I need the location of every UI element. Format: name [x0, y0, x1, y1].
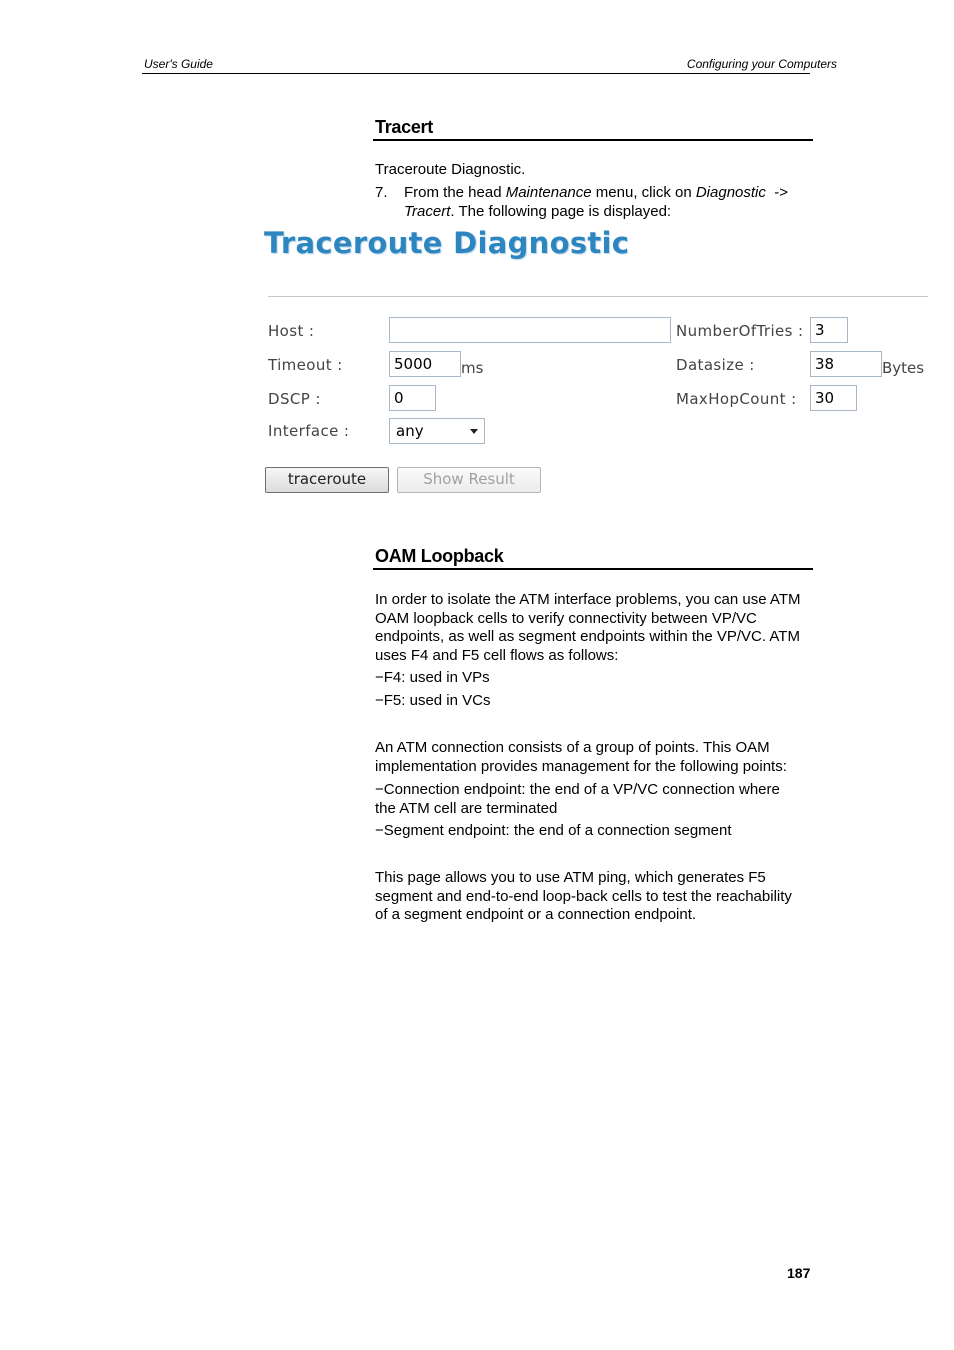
step-tracert-name: Tracert [404, 202, 451, 220]
timeout-label: Timeout : [268, 356, 343, 374]
header-left: User's Guide [144, 57, 213, 71]
header-right: Configuring your Computers [686, 57, 837, 71]
step-text-part: menu, click on [591, 184, 696, 201]
datasize-unit: Bytes [882, 359, 925, 377]
oam-segment-endpoint: −Segment endpoint: the end of a connection segment [375, 822, 732, 839]
step-menu-name: Maintenance [505, 184, 592, 201]
host-label: Host : [268, 322, 315, 340]
step-arrow: -> [765, 184, 788, 201]
timeout-unit: ms [461, 359, 484, 377]
timeout-input[interactable]: 5000 [389, 351, 461, 377]
max-hop-count-label: MaxHopCount : [676, 390, 797, 408]
step-text-part: . The following page is displayed: [450, 202, 672, 220]
page-number: 187 [787, 1265, 811, 1281]
show-result-button[interactable]: Show Result [397, 467, 541, 493]
oam-paragraph-1: In order to isolate the ATM interface problems, you can use ATM OAM loopback cells to verify connectivity between VP/VC endpoints, as well as segment endpoints within the VP/VC. ATM uses F4 and F5 cell flows as follows: [375, 591, 801, 664]
host-input[interactable] [389, 317, 671, 343]
step-diagnostic-name: Diagnostic [695, 184, 766, 201]
ui-separator [268, 296, 928, 297]
dscp-label: DSCP : [268, 390, 321, 408]
max-hop-count-input[interactable]: 30 [810, 385, 857, 411]
step-text [404, 184, 814, 221]
tracert-rule [373, 139, 813, 141]
oam-paragraph-3: This page allows you to use ATM ping, which generates F5 segment and end-to-end loop-back cells to test the reachability of a segment endpoint or a connection endpoint. [375, 869, 792, 923]
dscp-input[interactable]: 0 [389, 385, 436, 411]
interface-selected-value: any [396, 422, 424, 440]
header-rule [142, 73, 810, 74]
oam-paragraph-2: An ATM connection consists of a group of points. This OAM implementation provides management for the following points: [375, 739, 787, 775]
tracert-title: Tracert [375, 117, 433, 137]
chevron-down-icon [470, 429, 478, 434]
number-of-tries-label: NumberOfTries : [676, 322, 804, 340]
step-text-part: From the head [404, 184, 506, 201]
oam-f4-item: −F4: used in VPs [375, 669, 490, 686]
traceroute-page-title: Traceroute Diagnostic [264, 226, 630, 260]
oam-loopback-title: OAM Loopback [375, 546, 504, 566]
step-number: 7. [375, 184, 388, 201]
datasize-input[interactable]: 38 [810, 351, 882, 377]
tracert-intro: Traceroute Diagnostic. [375, 161, 526, 178]
datasize-label: Datasize : [676, 356, 755, 374]
oam-rule [373, 568, 813, 570]
interface-label: Interface : [268, 422, 350, 440]
interface-select[interactable] [389, 418, 485, 444]
number-of-tries-input[interactable]: 3 [810, 317, 848, 343]
oam-f5-item: −F5: used in VCs [375, 692, 491, 709]
oam-connection-endpoint: −Connection endpoint: the end of a VP/VC connection where the ATM cell are terminated [375, 781, 780, 817]
traceroute-button[interactable]: traceroute [265, 467, 389, 493]
